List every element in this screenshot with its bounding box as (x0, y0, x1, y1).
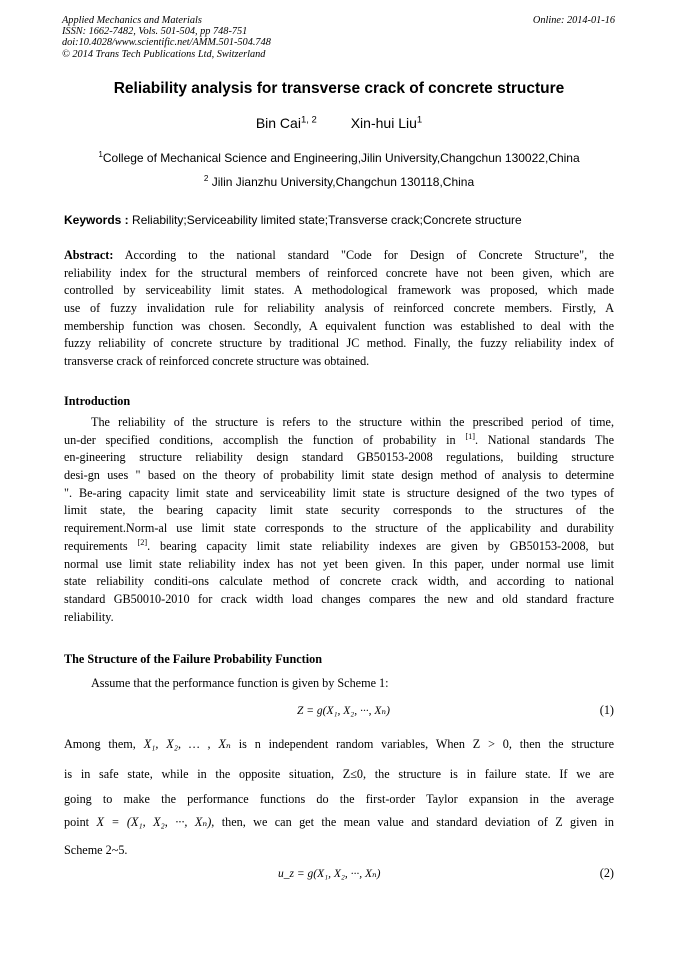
intro-line: state reliability conditi-ons calculate method of concrete crack width, and according to national (64, 574, 614, 589)
equation-expression: Z = g(X₁, X₂, ···, Xₙ) (297, 705, 390, 717)
body-line: going to make the performance functions do the first-order Taylor expansion in the average (64, 792, 614, 806)
failure-function-body (64, 765, 614, 859)
abstract-line: use of fuzzy invalidation rule for reliability analysis of reinforced concrete members. Firstly, A (64, 301, 614, 316)
equation-number: (1) (599, 703, 614, 717)
author-list (0, 115, 678, 131)
affiliation-text: College of Mechanical Science and Engineering,Jilin University,Changchun 130022,China (102, 151, 580, 165)
abstract (64, 247, 614, 371)
body-line: is in safe state, while in the opposite situation, Z≤0, the structure is in failure state. If we are (64, 767, 614, 781)
intro-line: limit state, the bearing capacity limit state security corresponds to the structures of the (64, 503, 614, 518)
section-heading-failure-function: The Structure of the Failure Probability Function (64, 652, 322, 666)
intro-line: requirements [2]. bearing capacity limit state reliability indexes are given by GB50153-2008, but (64, 537, 615, 553)
intro-line: requirement.Norm-al use limit state corresponds to the structure of the applicability and durability (64, 521, 614, 536)
author-affiliation-sup: 1, 2 (300, 114, 317, 126)
paper-title: Reliability analysis for transverse crack of concrete structure (113, 80, 565, 97)
abstract-line: controlled by serviceability limit states. A methodological framework was proposed, which made (64, 283, 614, 298)
journal-name: Applied Mechanics and Materials (62, 15, 202, 26)
author-name: Bin Cai (255, 115, 301, 131)
intro-line: reliability. (64, 609, 114, 624)
abstract-label: Abstract: (64, 248, 114, 262)
among-line: Among them, X₁, X₂, … , Xₙ is n independent random variables, When Z > 0, then the structure (64, 737, 615, 751)
intro-line: en-gineering structure reliability design standard GB50153-2008 regulations, building structure (64, 450, 614, 465)
issn-line: ISSN: 1662-7482, Vols. 501-504, pp 748-751 (62, 26, 248, 38)
abstract-line: Abstract: According to the national standard "Code for Design of Concrete Structure", the (64, 248, 614, 262)
affiliation (0, 175, 678, 189)
equation-number: (2) (599, 866, 614, 880)
keywords-text: Reliability;Serviceability limited state;Transverse crack;Concrete structure (132, 213, 522, 227)
variable-list: X₁, X₂, … , Xₙ (143, 737, 231, 751)
journal-meta (62, 15, 271, 60)
intro-line: normal use limit state reliability index has not yet been given. In this paper, under normal use limit (64, 556, 614, 571)
citation-ref[interactable]: [1] (465, 431, 476, 441)
keywords (64, 213, 522, 227)
equation-expression: u_z = g(X₁, X₂, ···, Xₙ) (278, 868, 381, 880)
body-line: Scheme 2~5. (64, 843, 128, 857)
copyright-line: © 2014 Trans Tech Publications Ltd, Switzerland (62, 48, 266, 60)
intro-line: ". Be-aring capacity limit state and serviceability limit state is structure designed of the two types of (64, 485, 614, 500)
affiliation-sup: 2 (203, 174, 209, 183)
keywords-label: Keywords : (64, 213, 129, 227)
author-affiliation-sup: 1 (416, 114, 423, 126)
affiliation (0, 151, 678, 165)
affiliation-sup: 1 (98, 150, 103, 159)
doi-line: doi:10.4028/www.scientific.net/AMM.501-504.748 (62, 37, 271, 49)
section-heading-introduction: Introduction (64, 394, 131, 408)
introduction-body (64, 414, 614, 626)
intro-line: un-der specified conditions, accomplish the function of probability in [1]. National standards The (64, 431, 614, 447)
average-point-expression: X = (X₁, X₂, ···, Xₙ) (96, 815, 212, 829)
body-line: point X = (X₁, X₂, ···, Xₙ), then, we can get the mean value and standard deviation of Z given in (64, 815, 615, 829)
abstract-line: transverse crack of reinforced concrete structure was obtained. (64, 354, 370, 369)
intro-line: The reliability of the structure is refers to the structure within the prescribed period of time, (91, 415, 614, 429)
assume-line: Assume that the performance function is given by Scheme 1: (91, 676, 389, 690)
affiliation-text: Jilin Jianzhu University,Changchun 130118,China (211, 175, 475, 189)
intro-line: desi-gn uses " based on the theory of probability limit state design method of analysis to determine (64, 468, 614, 483)
citation-ref[interactable]: [2] (137, 537, 148, 547)
abstract-line: membership function was chosen. Secondly, A equivalent function was established to deal with the (64, 318, 614, 333)
abstract-line: fuzzy reliability of concrete structure by traditional JC method. Finally, the fuzzy reliability index of (64, 336, 614, 351)
online-date: Online: 2014-01-16 (532, 15, 615, 26)
author-name: Xin-hui Liu (350, 115, 417, 131)
abstract-line: reliability index for the structural members of reinforced concrete have not been given, which are (64, 265, 614, 280)
intro-line: standard GB50010-2010 for crack width load changes compares the new and old standard fracture (64, 591, 614, 606)
